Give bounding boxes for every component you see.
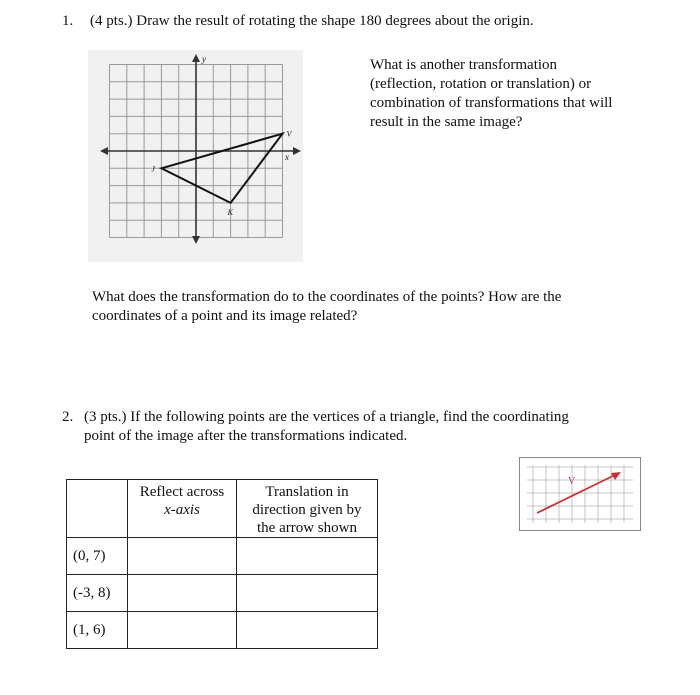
- point-label: (0, 7): [67, 538, 128, 575]
- table-row: [67, 538, 378, 575]
- follow-up-line-1: What does the transformation do to the coordinates of the points? How are the: [92, 289, 562, 305]
- point-label: (1, 6): [67, 612, 128, 649]
- question-2-prompt-line-1: (3 pts.) If the following points are the vertices of a triangle, find the coordinating: [84, 409, 569, 425]
- translation-answer-cell[interactable]: [237, 612, 378, 649]
- side-question-line-1: What is another transformation: [370, 57, 558, 73]
- vertex-label-v: V: [286, 129, 292, 139]
- question-1-prompt: (4 pts.) Draw the result of rotating the shape 180 degrees about the origin.: [90, 13, 534, 29]
- arrow-label: V: [568, 476, 576, 487]
- header-translation: [237, 480, 378, 538]
- y-axis-label: y: [202, 54, 206, 64]
- header-reflect-line-2: x-axis: [164, 502, 200, 518]
- answer-table: [66, 479, 378, 649]
- point-label: (-3, 8): [67, 575, 128, 612]
- table-corner-cell: [67, 480, 128, 538]
- table-header-row: [67, 480, 378, 538]
- answer-table-wrapper: [66, 479, 378, 649]
- table-row: [67, 612, 378, 649]
- vertex-label-k: K: [227, 207, 233, 217]
- question-2-prompt-line-2: point of the image after the transformations indicated.: [84, 428, 408, 444]
- reflect-answer-cell[interactable]: [128, 575, 237, 612]
- vertex-label-j: J: [151, 164, 155, 174]
- translation-answer-cell[interactable]: [237, 538, 378, 575]
- follow-up-line-2: coordinates of a point and its image related?: [92, 308, 358, 324]
- side-question-line-4: result in the same image?: [370, 114, 523, 130]
- x-axis-label: x: [285, 152, 289, 162]
- side-question: [370, 56, 612, 132]
- question-1-number: 1.: [62, 13, 74, 29]
- header-reflect-line-1: Reflect across: [139, 484, 225, 500]
- question-2-number: 2.: [62, 409, 74, 425]
- arrow-diagram-frame: [520, 458, 641, 531]
- reflect-answer-cell[interactable]: [128, 538, 237, 575]
- follow-up-question: [92, 288, 561, 326]
- question-2-prompt: [84, 408, 569, 446]
- arrow-diagram: [519, 457, 641, 531]
- side-question-line-2: (reflection, rotation or translation) or: [370, 76, 592, 92]
- table-row: [67, 575, 378, 612]
- side-question-line-3: combination of transformations that will: [370, 95, 613, 111]
- header-translation-line-3: the arrow shown: [257, 520, 357, 536]
- header-translation-line-2: direction given by: [252, 502, 362, 518]
- reflect-answer-cell[interactable]: [128, 612, 237, 649]
- header-translation-line-1: Translation in: [265, 484, 349, 500]
- coordinate-graph: [88, 50, 303, 262]
- header-reflect-x-axis: [128, 480, 237, 538]
- translation-answer-cell[interactable]: [237, 575, 378, 612]
